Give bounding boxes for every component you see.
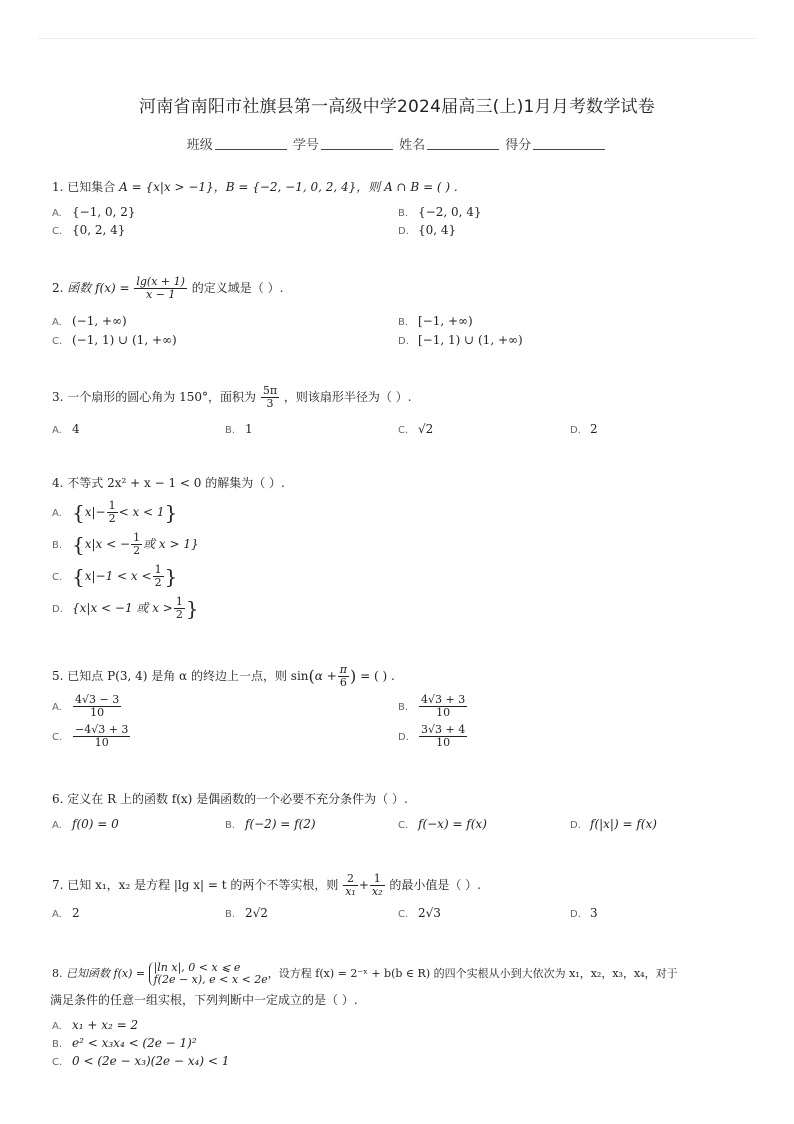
- piecewise-function: |ln x|, 0 < x ⩽ e f(2e − x), e < x < 2e: [149, 962, 268, 986]
- option-b[interactable]: B. e² < x₃x₄ < (2e − 1)²: [52, 1036, 197, 1050]
- question-stem-tail: 的最小值是（ ）.: [389, 878, 481, 892]
- question-number: 1.: [52, 180, 64, 194]
- option-d[interactable]: D. {x|x < −1 或 x > $\frac{1}{2}$ }: [52, 595, 199, 621]
- question-stem-tail: ，则该扇形半径为（ ）.: [283, 390, 412, 404]
- option-d[interactable]: D. 3: [570, 906, 598, 920]
- option-b[interactable]: B. {x|x < − $\frac{1}{2}$ 或 x > 1}: [52, 531, 199, 557]
- name-label: 姓名: [399, 138, 426, 153]
- fraction: $\frac{\pi}{6}$: [339, 663, 347, 689]
- question-stem: 已知函数 f(x) =: [66, 967, 146, 980]
- question-stem: 不等式 2x² + x − 1 < 0 的解集为（ ）.: [67, 476, 285, 490]
- option-a[interactable]: A. f(0) = 0: [52, 817, 119, 831]
- option-b[interactable]: B. $\frac{4√3 + 3}{10}$: [398, 693, 466, 719]
- option-d[interactable]: D. {0, 4}: [398, 223, 457, 237]
- option-d[interactable]: D. $\frac{3√3 + 4}{10}$: [398, 723, 466, 749]
- fraction: $\frac{1}{\text{x₂}}$: [371, 872, 383, 898]
- number-label: 学号: [292, 138, 319, 153]
- score-label: 得分: [505, 138, 532, 153]
- option-c[interactable]: C. $\frac{-4√3 + 3}{10}$: [52, 723, 129, 749]
- fraction: $\frac{\lg(x + 1)}{x - 1}$: [136, 275, 185, 301]
- option-a[interactable]: A. 2: [52, 906, 80, 920]
- question-number: 4.: [52, 476, 64, 490]
- option-c[interactable]: C. {x|−1 < x < $\frac{1}{2}$ }: [52, 563, 178, 589]
- exam-title: 河南省南阳市社旗县第一高级中学2024届高三(上)1月月考数学试卷: [139, 97, 655, 117]
- question-number: 2.: [52, 281, 64, 295]
- question-4: [52, 475, 754, 491]
- option-a[interactable]: A. x₁ + x₂ = 2: [52, 1018, 139, 1032]
- question-stem: 一个扇形的圆心角为 150°，面积为: [67, 390, 257, 404]
- question-number: 5.: [52, 669, 64, 683]
- option-b[interactable]: B. {−2, 0, 4}: [398, 205, 482, 219]
- option-c[interactable]: C. √2: [398, 422, 434, 436]
- question-stem: 函数 f(x) =: [67, 281, 130, 295]
- option-a[interactable]: A. (−1, +∞): [52, 314, 127, 328]
- question-stem-tail: 的定义域是（ ）.: [191, 281, 284, 295]
- student-info-line: [0, 134, 794, 153]
- option-a[interactable]: A. $\frac{4√3 - 3}{10}$: [52, 693, 120, 719]
- question-stem: 已知 x₁，x₂ 是方程 |lg x| = t 的两个不等实根，则: [67, 878, 339, 892]
- question-number: 6.: [52, 792, 64, 806]
- option-a[interactable]: A. {x|− $\frac{1}{2}$ < x < 1}: [52, 499, 178, 525]
- option-c[interactable]: C. f(−x) = f(x): [398, 817, 487, 831]
- question-number: 8.: [52, 967, 63, 980]
- option-a[interactable]: A. 4: [52, 422, 80, 436]
- question-8: [52, 962, 754, 986]
- question-5: 5. 已知点 P(3, 4) 是角 α 的终边上一点，则 sin(α + $\frac{\pi}{6}$ ) = ( ) .: [52, 663, 395, 689]
- question-3: [52, 385, 754, 410]
- question-stem: 定义在 R 上的函数 f(x) 是偶函数的一个必要不充分条件为（ ）.: [67, 792, 408, 806]
- option-d[interactable]: D. f(|x|) = f(x): [570, 817, 657, 831]
- fraction: $\frac{2}{\text{x₁}}$: [345, 872, 356, 898]
- option-b[interactable]: B. 1: [225, 422, 253, 436]
- question-2: [52, 276, 754, 301]
- question-stem: 已知集合: [67, 180, 116, 194]
- option-c[interactable]: C. (−1, 1) ∪ (1, +∞): [52, 333, 177, 347]
- option-b[interactable]: B. [−1, +∞): [398, 314, 473, 328]
- number-blank[interactable]: [321, 137, 393, 150]
- page-top-divider: [38, 38, 756, 39]
- option-c[interactable]: C. 0 < (2e − x₃)(2e − x₄) < 1: [52, 1054, 230, 1068]
- option-b[interactable]: B. 2√2: [225, 906, 268, 920]
- option-c[interactable]: C. {0, 2, 4}: [52, 223, 126, 237]
- option-b[interactable]: B. f(−2) = f(2): [225, 817, 316, 831]
- option-d[interactable]: D. [−1, 1) ∪ (1, +∞): [398, 333, 523, 347]
- question-6: [52, 791, 754, 807]
- question-stem-tail: ，设方程 f(x) = 2⁻ˣ + b(b ∈ R) 的四个实根从小到大依次为 x₁，x₂，x₃，x₄，对于: [267, 967, 678, 980]
- option-a[interactable]: A. {−1, 0, 2}: [52, 205, 136, 219]
- question-number: 7.: [52, 878, 64, 892]
- question-number: 3.: [52, 390, 64, 404]
- name-blank[interactable]: [427, 137, 499, 150]
- question-1: [52, 179, 754, 195]
- question-stem-math: A = {x|x > −1}，B = {−2, −1, 0, 2, 4}，则 A ∩ B = ( ) .: [119, 180, 458, 194]
- class-blank[interactable]: [215, 137, 287, 150]
- score-blank[interactable]: [533, 137, 605, 150]
- question-stem: 已知点 P(3, 4) 是角 α 的终边上一点，则 sin: [67, 669, 309, 683]
- question-7: 7. 已知 x₁，x₂ 是方程 |lg x| = t 的两个不等实根，则 $\frac{2}{\text{x₁}}$ + $\frac{1}{\text{x₂}}$ 的最小值是（ ）.: [52, 872, 481, 898]
- class-label: 班级: [186, 138, 213, 153]
- option-c[interactable]: C. 2√3: [398, 906, 441, 920]
- question-stem-tail: = ( ) .: [360, 669, 395, 683]
- option-d[interactable]: D. 2: [570, 422, 598, 436]
- fraction: $\frac{5\pi}{3}$: [262, 384, 278, 410]
